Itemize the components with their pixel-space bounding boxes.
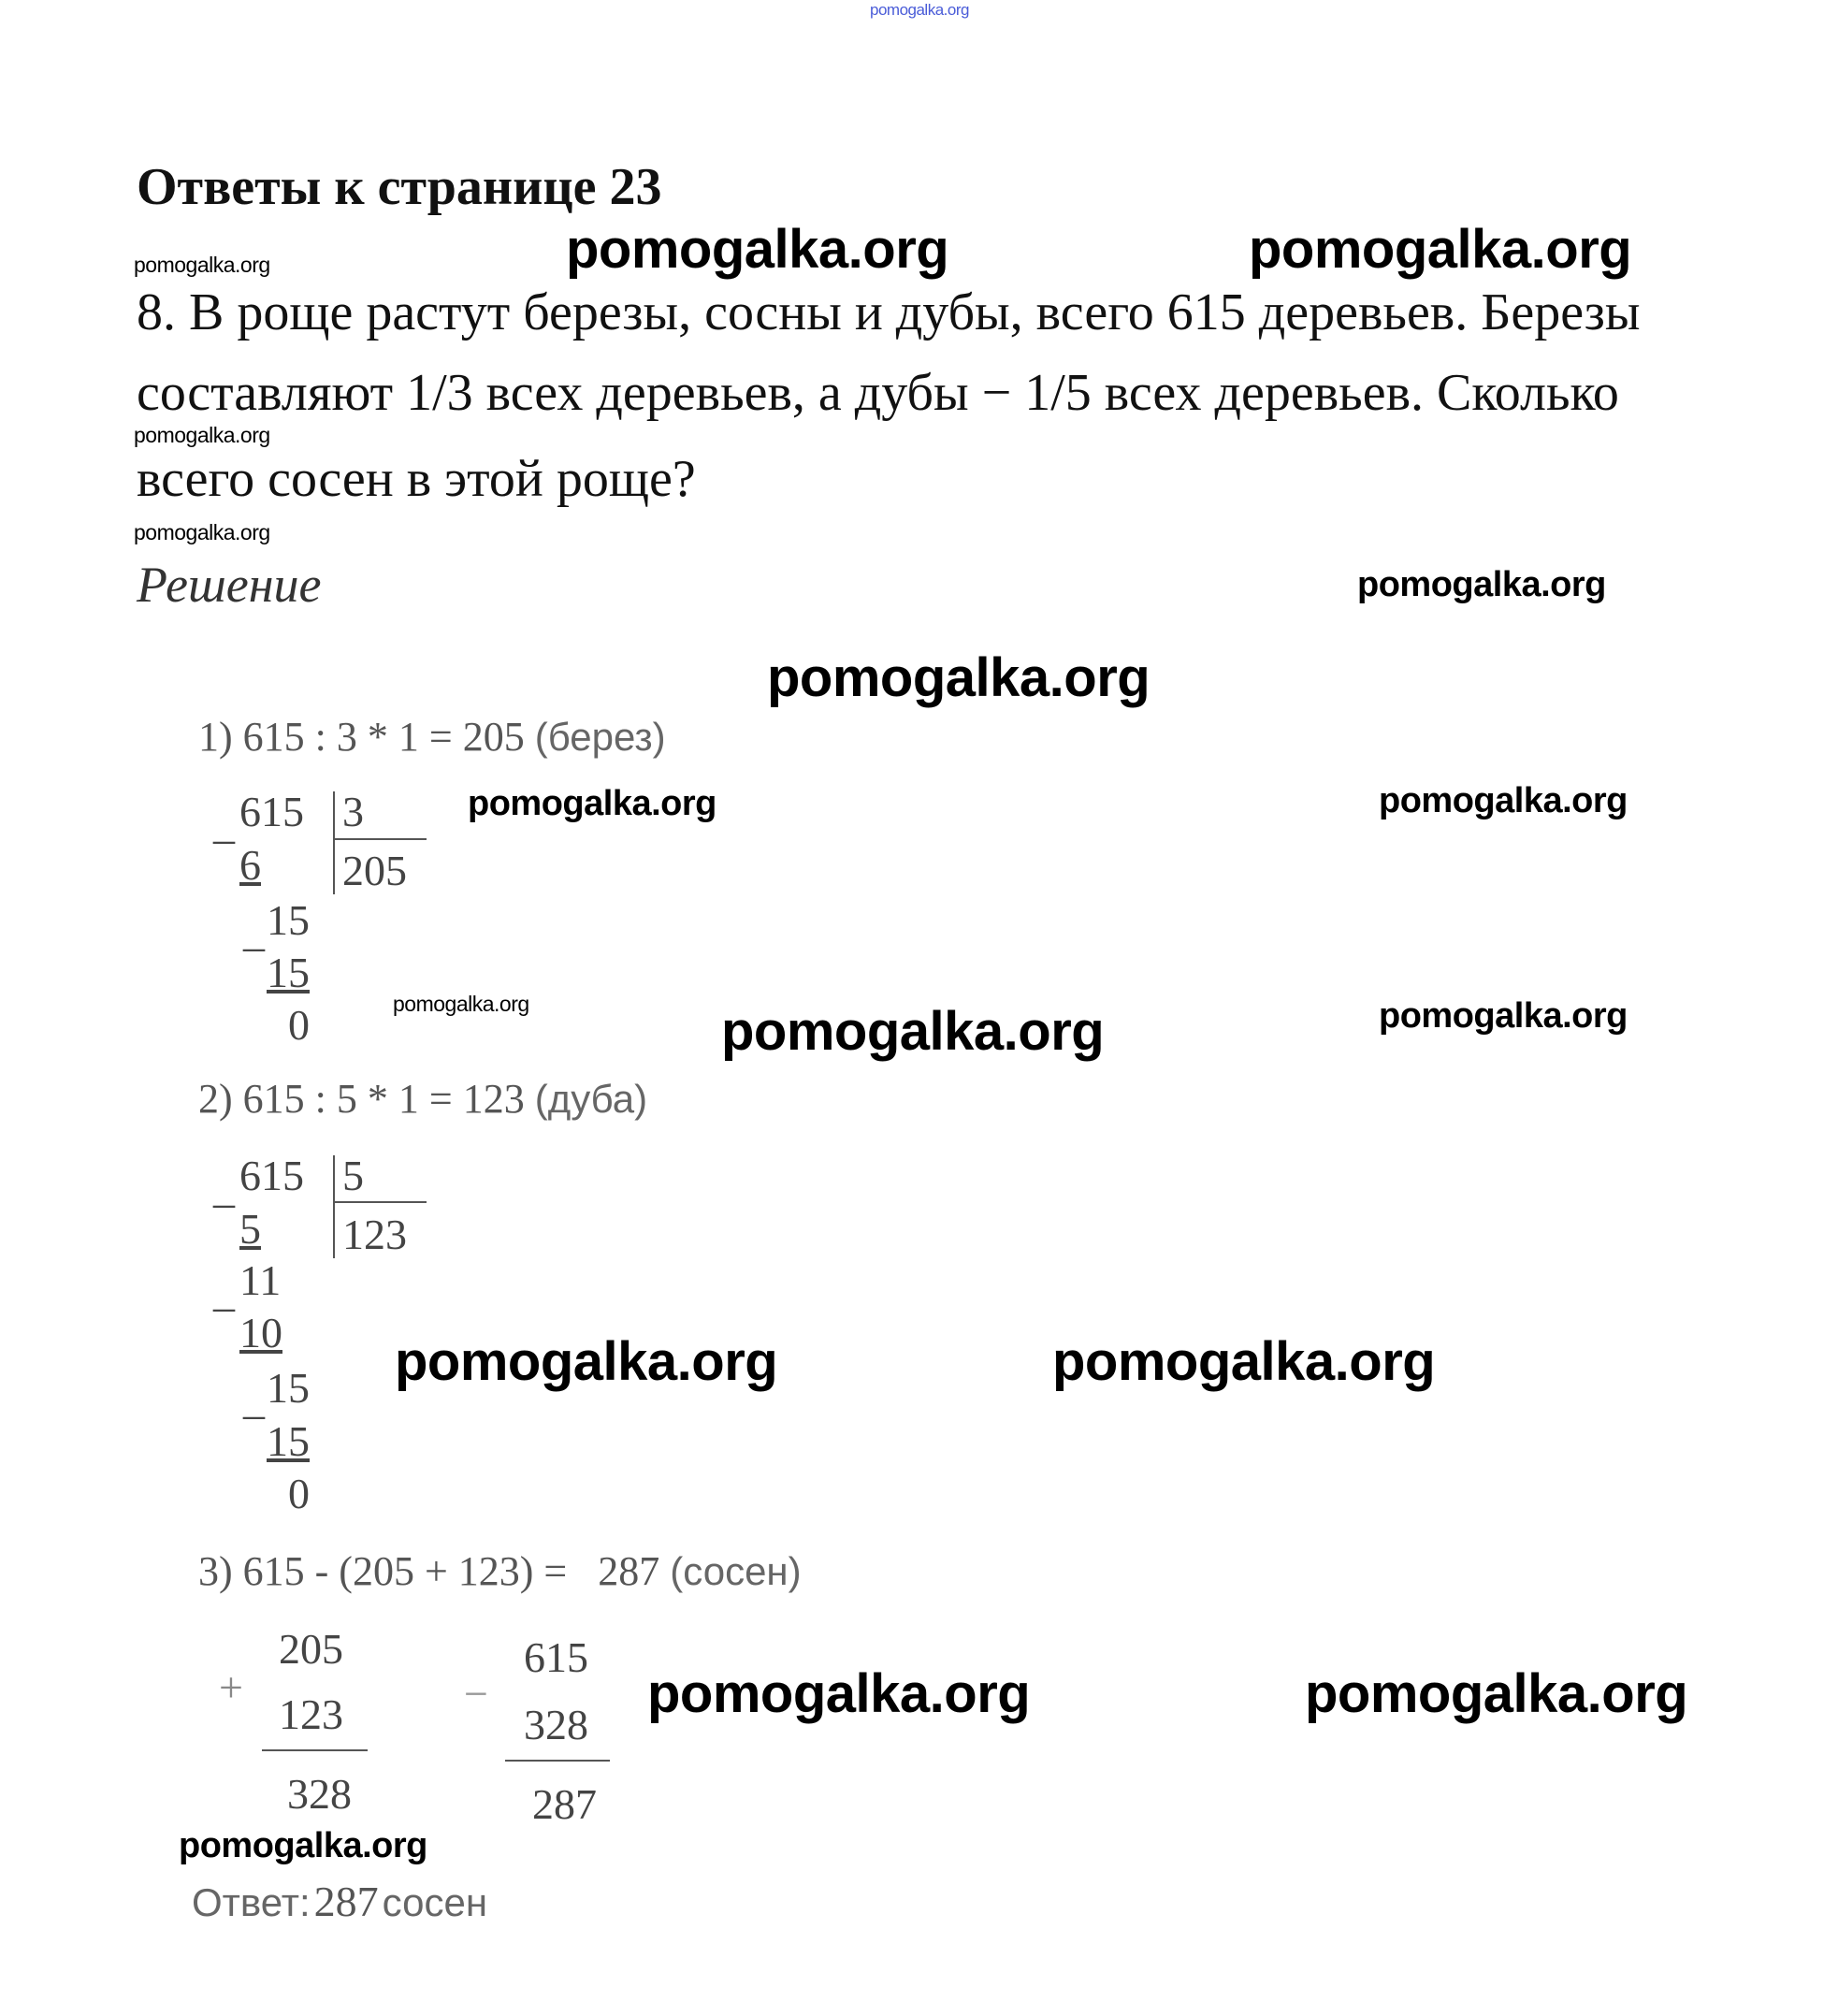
minus-sign: _ bbox=[213, 1268, 235, 1315]
division2-row: 11 bbox=[239, 1256, 282, 1304]
watermark: pomogalka.org bbox=[1379, 781, 1628, 820]
addition-result: 328 bbox=[287, 1770, 352, 1818]
division-bar bbox=[333, 1155, 335, 1258]
division2-row: 10 bbox=[239, 1309, 282, 1356]
sum-line bbox=[262, 1749, 368, 1751]
addition-b: 123 bbox=[279, 1690, 343, 1738]
step-1: 1) 615 : 3 * 1 = 205 (берез) bbox=[198, 714, 666, 760]
watermark: pomogalka.org bbox=[134, 253, 270, 277]
minus-sign: _ bbox=[213, 1164, 235, 1211]
division2-dividend: 615 bbox=[239, 1152, 304, 1199]
division2-row: 15 bbox=[267, 1417, 310, 1465]
page-title: Ответы к странице 23 bbox=[137, 158, 662, 216]
watermark: pomogalka.org bbox=[647, 1663, 1031, 1724]
watermark: pomogalka.org bbox=[566, 219, 949, 280]
subtraction-b: 328 bbox=[524, 1701, 588, 1748]
watermark: pomogalka.org bbox=[721, 1001, 1105, 1062]
watermark: pomogalka.org bbox=[395, 1331, 778, 1392]
difference-line bbox=[505, 1760, 610, 1762]
division2-row: 15 bbox=[267, 1364, 310, 1412]
watermark: pomogalka.org bbox=[468, 784, 716, 823]
watermark: pomogalka.org bbox=[134, 423, 270, 447]
solution-heading: Решение bbox=[137, 557, 322, 613]
watermark: pomogalka.org bbox=[393, 992, 529, 1016]
division1-row: 6 bbox=[239, 841, 261, 889]
division2-row: 5 bbox=[239, 1205, 261, 1253]
subtraction-a: 615 bbox=[524, 1633, 588, 1681]
subtraction-result: 287 bbox=[532, 1780, 597, 1828]
division-line bbox=[333, 838, 427, 840]
answer: Ответ: 287 сосен bbox=[192, 1878, 488, 1925]
division1-row: 0 bbox=[288, 1001, 310, 1049]
watermark: pomogalka.org bbox=[1052, 1331, 1436, 1392]
minus-sign: _ bbox=[243, 1375, 265, 1423]
division2-quotient: 123 bbox=[342, 1211, 407, 1258]
division1-quotient: 205 bbox=[342, 847, 407, 894]
division-bar bbox=[333, 791, 335, 894]
step-3: 3) 615 - (205 + 123) = 287 (сосен) bbox=[198, 1548, 802, 1594]
problem-line: всего сосен в этой роще? bbox=[137, 450, 696, 508]
problem-line: составляют 1/3 всех деревьев, а дубы − 1/5 всех деревьев. Сколько bbox=[137, 364, 1619, 422]
watermark: pomogalka.org bbox=[767, 647, 1151, 708]
watermark: pomogalka.org bbox=[134, 520, 270, 544]
plus-sign: + bbox=[219, 1663, 243, 1711]
step-2: 2) 615 : 5 * 1 = 123 (дуба) bbox=[198, 1076, 648, 1122]
division2-divisor: 5 bbox=[342, 1152, 364, 1199]
minus-sign: _ bbox=[213, 800, 235, 848]
division1-divisor: 3 bbox=[342, 788, 364, 835]
minus-sign: _ bbox=[243, 907, 265, 955]
watermark: pomogalka.org bbox=[1305, 1663, 1688, 1724]
watermark: pomogalka.org bbox=[1249, 219, 1632, 280]
watermark: pomogalka.org bbox=[870, 1, 969, 19]
minus-sign: − bbox=[464, 1670, 488, 1718]
watermark: pomogalka.org bbox=[1357, 565, 1606, 604]
problem-line: 8. В роще растут березы, сосны и дубы, всего 615 деревьев. Березы bbox=[137, 283, 1641, 341]
watermark: pomogalka.org bbox=[179, 1826, 427, 1865]
division2-row: 0 bbox=[288, 1470, 310, 1517]
division-line bbox=[333, 1201, 427, 1203]
division1-row: 15 bbox=[267, 896, 310, 944]
addition-a: 205 bbox=[279, 1625, 343, 1673]
division1-dividend: 615 bbox=[239, 788, 304, 835]
division1-row: 15 bbox=[267, 949, 310, 996]
watermark: pomogalka.org bbox=[1379, 996, 1628, 1036]
